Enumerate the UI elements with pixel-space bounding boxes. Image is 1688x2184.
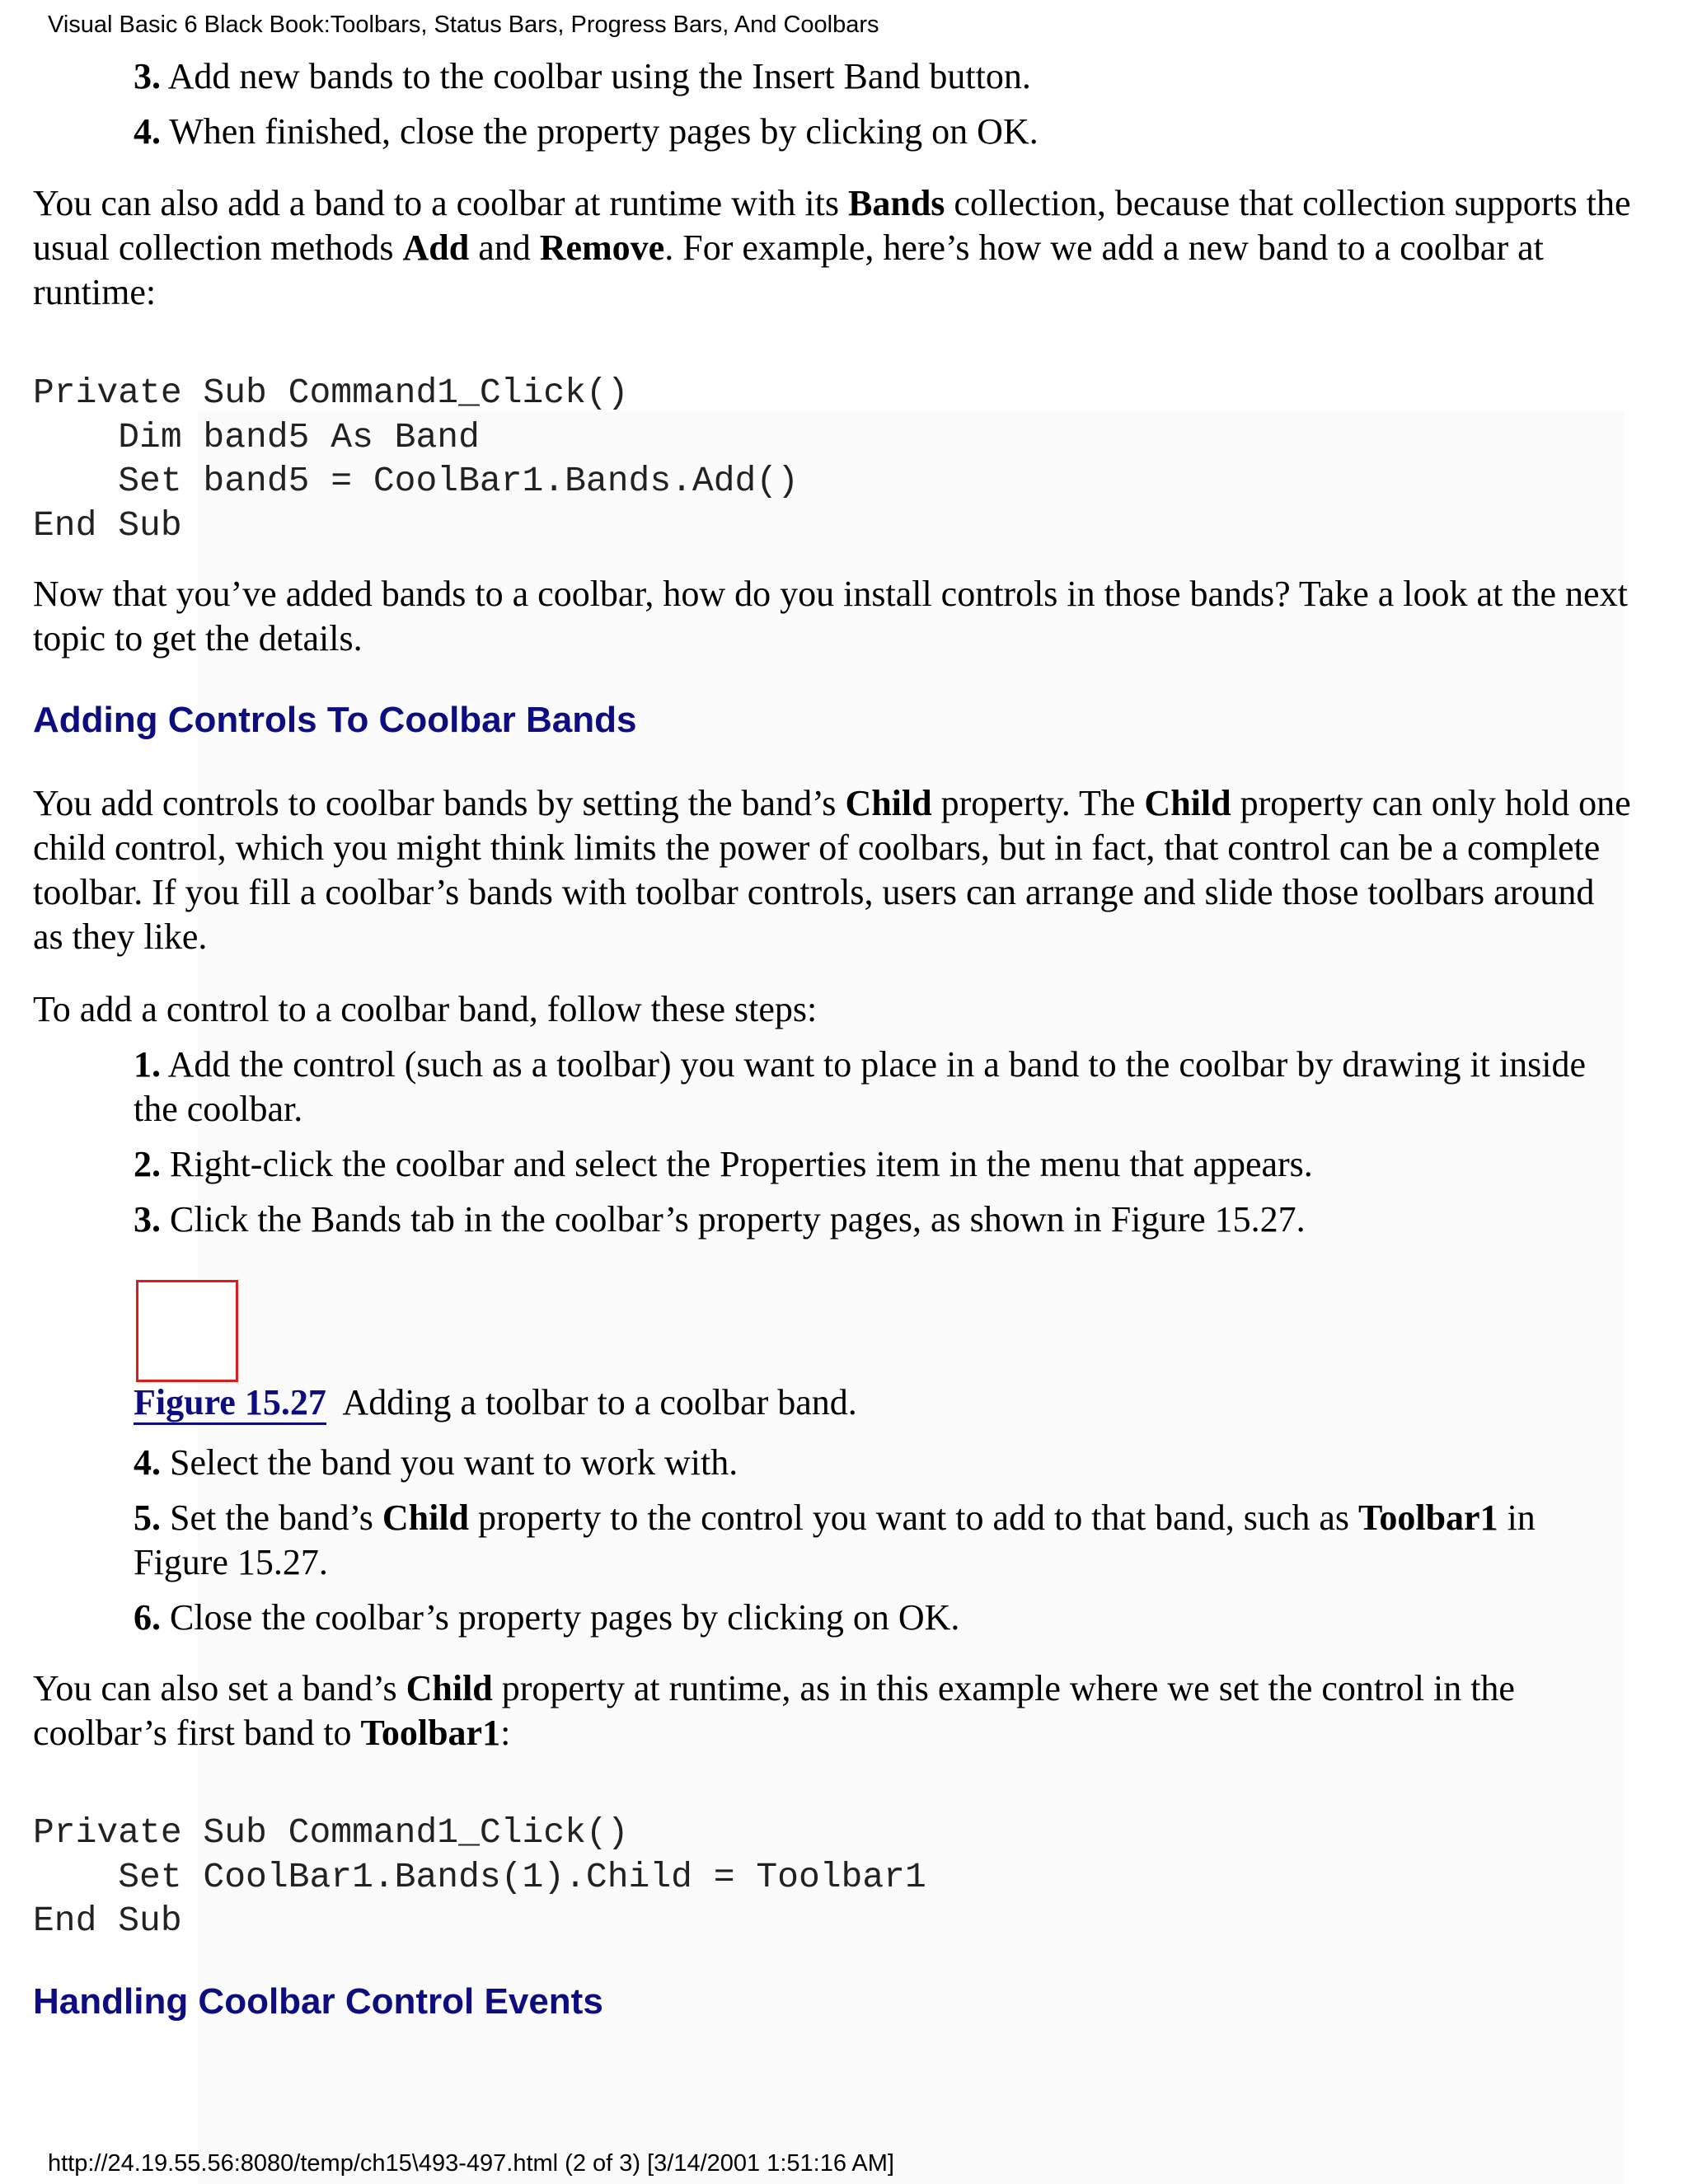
page-footer: http://24.19.55.56:8080/temp/ch15\493-497.html (2 of 3) [3/14/2001 1:51:16 AM] <box>48 2150 894 2177</box>
step-6 <box>134 1596 1617 1640</box>
step-4 <box>134 1441 1617 1485</box>
bold-term: Toolbar1 <box>360 1713 501 1753</box>
text: property at runtime, as in this example where we set the control in the coolbar’s first band to <box>33 1668 1515 1753</box>
figure-caption-text: Adding a toolbar to a coolbar band. <box>342 1382 857 1422</box>
bold-term: Bands <box>848 183 945 223</box>
step-1 <box>134 1043 1617 1132</box>
code-line: Set CoolBar1.Bands(1).Child = Toolbar1 <box>33 1856 926 1897</box>
page-header: Visual Basic 6 Black Book:Toolbars, Status Bars, Progress Bars, And Coolbars <box>48 12 879 38</box>
step-number: 3. <box>134 56 161 96</box>
text: property to the control you want to add to that band, such as <box>469 1497 1359 1538</box>
text: You add controls to coolbar bands by setting the band’s <box>33 783 846 823</box>
step-text: Select the band you want to work with. <box>170 1442 738 1483</box>
paragraph-bands-collection <box>33 181 1632 315</box>
paragraph-child-runtime <box>33 1666 1632 1755</box>
paragraph-follow-steps: To add a control to a coolbar band, follow these steps: <box>33 989 818 1029</box>
bold-term: Child <box>1144 783 1231 823</box>
step-number: 4. <box>134 1442 161 1483</box>
text: : <box>500 1713 511 1753</box>
bold-term: Remove <box>539 227 665 268</box>
code-line: End Sub <box>33 504 182 546</box>
code-line: End Sub <box>33 1900 182 1941</box>
figure-caption <box>134 1380 857 1425</box>
paragraph-next-topic: Now that you’ve added bands to a coolbar, how do you install controls in those bands? Take a look at the next topic to get the details. <box>33 574 1628 658</box>
code-line: Private Sub Command1_Click() <box>33 373 629 413</box>
step-text: Add the control (such as a toolbar) you want to place in a band to the coolbar by drawing it inside the coolbar. <box>134 1044 1587 1129</box>
paragraph-child-property <box>33 781 1632 959</box>
code-block-set-child <box>33 1811 926 1943</box>
bold-term: Add <box>402 227 470 268</box>
step-text: Close the coolbar’s property pages by clicking on OK. <box>170 1597 960 1638</box>
text: . For example, here’s how we add a new band to a coolbar at runtime: <box>33 227 1544 312</box>
figure-image-placeholder <box>136 1280 238 1382</box>
step-number: 4. <box>134 111 161 152</box>
step-text: When finished, close the property pages by clicking on OK. <box>169 111 1039 152</box>
code-line: Private Sub Command1_Click() <box>33 1812 629 1853</box>
text: You can also set a band’s <box>33 1668 406 1708</box>
section-heading-adding-controls: Adding Controls To Coolbar Bands <box>33 700 637 740</box>
step-text: Add new bands to the coolbar using the Insert Band button. <box>167 56 1031 96</box>
bold-term: Child <box>845 783 932 823</box>
bold-term: Child <box>406 1668 493 1708</box>
figure-link[interactable]: Figure 15.27 <box>134 1382 326 1425</box>
bold-term: Child <box>382 1497 470 1538</box>
step-number: 1. <box>134 1044 161 1085</box>
text: Set the band’s <box>170 1497 382 1538</box>
text: property can only hold one child control, which you might think limits the power of coolbars, but in fact, that control can be a complete toolbar. If you fill a coolbar’s bands with toolbar controls, users can arrange and slide those toolbars around as they like. <box>33 783 1631 957</box>
step-5 <box>134 1496 1617 1585</box>
bold-term: Toolbar1 <box>1358 1497 1498 1538</box>
step-2 <box>134 1142 1617 1187</box>
step-text: Right-click the coolbar and select the Properties item in the menu that appears. <box>170 1144 1313 1184</box>
step-number: 5. <box>134 1497 161 1538</box>
step-number: 2. <box>134 1144 161 1184</box>
code-line: Dim band5 As Band <box>33 416 480 457</box>
text: and <box>469 227 540 268</box>
step-3 <box>134 1197 1617 1242</box>
text: collection, because that collection supports the usual collection methods <box>33 183 1631 268</box>
text: property. The <box>931 783 1145 823</box>
text: You can also add a band to a coolbar at runtime with its <box>33 183 848 223</box>
code-block-add-band <box>33 371 799 547</box>
step-number: 6. <box>134 1597 161 1638</box>
step-number: 3. <box>134 1199 161 1240</box>
step-3-top <box>134 54 1617 99</box>
step-text: Click the Bands tab in the coolbar’s property pages, as shown in Figure 15.27. <box>170 1199 1306 1240</box>
section-heading-events: Handling Coolbar Control Events <box>33 1981 603 2022</box>
step-4-top <box>134 110 1617 154</box>
text: in Figure 15.27. <box>134 1497 1536 1582</box>
code-line: Set band5 = CoolBar1.Bands.Add() <box>33 461 799 501</box>
